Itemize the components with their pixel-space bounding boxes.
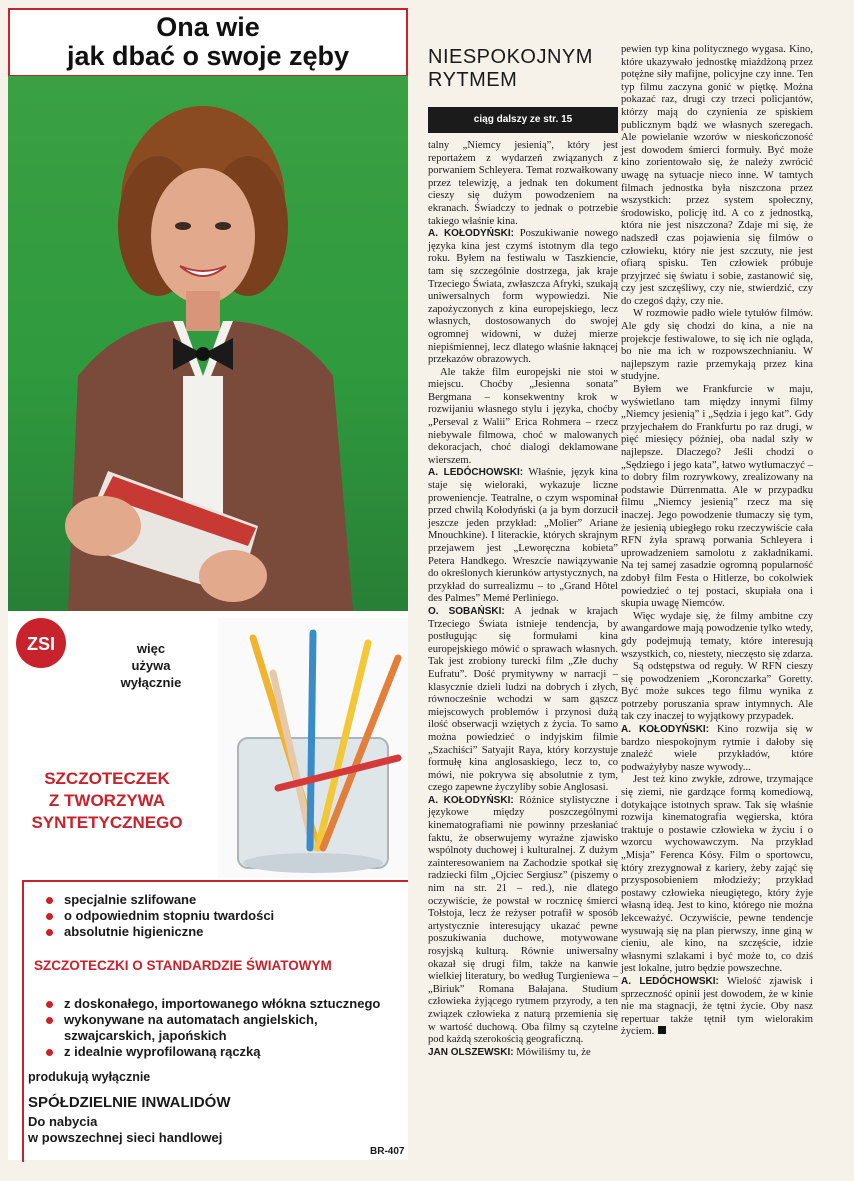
speaker: A. KOŁODYŃSKI: — [428, 794, 514, 806]
continued-banner: ciąg dalszy ze str. 15 — [428, 107, 618, 133]
lead-line-2: używa — [131, 658, 171, 673]
paragraph — [621, 661, 813, 724]
paragraph — [428, 228, 618, 367]
paragraph — [621, 308, 813, 384]
paragraph — [428, 606, 618, 795]
article-title-line2: RYTMEM — [428, 69, 518, 91]
paragraph-text: Więc wydaje się, że filmy ambitne czy awangardowe mają powodzenie tylko wtedy, gdy podejmują tematy, które interesują wszystkich, co, niestety, nieczęsto się zdarza. — [621, 610, 813, 660]
zsi-logo — [14, 616, 68, 670]
toothbrush-glass-photo — [218, 618, 408, 878]
article-title-line1: NIESPOKOJNYM — [428, 46, 593, 68]
feature-item: specjalnie szlifowane — [42, 892, 402, 908]
speaker: A. LEDÓCHOWSKI: — [621, 975, 719, 987]
paragraph-text: W rozmowie padło wiele tytułów filmów. Ale gdy się chodzi do kina, a nie na projekcje festiwalowe, to się ich nie ogląda, bo nie ma ich w rozpowszechnianiu. W najlepszym razie przemykają przez kina studyjne. — [621, 308, 813, 383]
paragraph — [621, 724, 813, 774]
lead-line-3: wyłącznie — [120, 675, 182, 690]
speaker: JAN OLSZEWSKI: — [428, 1046, 514, 1058]
paragraph — [621, 774, 813, 976]
paragraph-text: Właśnie, język kina staje się wieloraki, wykazuje liczne proweniencje. Teatralne, o czym wspominał przed chwilą Kołodyński (a ja bym dorzucił jeszcze jeden przykład: „Molier” Ariane Mnouchkine). I literackie, których skrajnym przejawem jest „Leworęczna kobieta” Petera Handkego. Wreszcie nawiązywanie do określonych kierunków artystycznych, na przykład do surrealizmu – to „Grand Hôtel des Palmes” Memé Perliniego. — [428, 467, 618, 605]
world-standard-heading: SZCZOTECZKI O STANDARDZIE ŚWIATOWYM — [34, 958, 332, 973]
speaker: A. KOŁODYŃSKI: — [621, 724, 710, 736]
feature-item: wykonywane na automatach angielskich, szwajcarskich, japońskich — [42, 1012, 402, 1044]
feature-item: z idealnie wyprofilowaną rączką — [42, 1044, 402, 1060]
paragraph-text: Różnice stylistyczne i językowe między poszczególnymi kinematografiami nie powinny przesłaniać faktu, że obserwujemy wyraźne zjawisko wspólnoty duchowej i kulturalnej. Z dużym zainteresowaniem na Zachodzie spotkał się radziecki film „Ojciec Sergiusz” (piszemy o nim na str. 21 – red.), nie dlatego oczywiście, że powstał w rocznicę śmierci Tołstoja, lecz że reżyser potrafił w sposób artystycznie interesujący ukazać pewne poszukiwania duchowe, motywowane rosyjską kulturą. Równie uniwersalny okazał się drugi film, także na kanwie wielkiej literatury, bo według Turgieniewa – „Biriuk” Romana Bałajana. Studium człowieka żyjącego rytmem przyrody, a ten związek człowieka z naturą przemienia się w wartość duchową. Oba filmy są czytelne pod każdą szerokością geograficzną. — [428, 794, 618, 1046]
paragraph-text: talny „Niemcy jesienią”, który jest reportażem z wydarzeń związanych z porwaniem Schleyera. Temat rozwałkowany przez telewizję, a jednak ten dokument cieszy się dużym powodzeniem na ekranach. Świadczy to jednak o potrzebie takiego właśnie kina. — [428, 140, 618, 227]
feature-item: o odpowiednim stopniu twardości — [42, 908, 402, 924]
logo-text: ZSI — [26, 634, 56, 654]
end-mark — [658, 1026, 666, 1034]
woman-illustration — [8, 76, 408, 611]
ad-lead-text — [108, 640, 194, 691]
paragraph — [621, 976, 813, 1039]
slogan-line-2: Z TWORZYWA — [48, 791, 166, 810]
speaker: A. LEDÓCHOWSKI: — [428, 467, 524, 479]
article-column-1 — [428, 140, 618, 1059]
feature-item: absolutnie higieniczne — [42, 924, 402, 940]
paragraph — [428, 467, 618, 606]
article-column-2 — [621, 44, 813, 1039]
toothbrush-advertisement — [8, 8, 408, 1160]
paragraph-text: Kino rozwija się w bardzo niespokojnym rytmie i dałoby się znaleźć wiele przykładów, które podważyłyby nasze wywody... — [621, 724, 813, 773]
produced-by-label: produkują wyłącznie — [28, 1070, 151, 1084]
cooperative-name: SPÓŁDZIELNIE INWALIDÓW — [28, 1094, 231, 1111]
slogan-line-3: SYNTETYCZNEGO — [31, 813, 183, 832]
feature-item: z doskonałego, importowanego włókna sztucznego — [42, 996, 402, 1012]
paragraph-text: A jednak w krajach Trzeciego Świata istnieje tendencja, by postługując się formułami kina europejskiego mówić o sprawach własnych. Tak jest zrobiony turecki film „Złe duchy Eufratu”. Dość prymitywny w narracji – klasycznie dzieli ludzi na dobrych i złych, równocześnie wchodzi w sam gąszcz miejscowych problemów i przynosi dużą ilość obserwacji wziętych z życia. To samo można powiedzieć o indyjskim filmie „Szachiści” Satyajit Raya, który korzystuje formułę kina anglosaskiego, lecz to, co mówi, nie pokrywa się absolutnie z tym, czego zapewne życzyliby sobie Anglosasi. — [428, 605, 618, 794]
paragraph — [428, 367, 618, 468]
ad-slogan — [22, 768, 192, 834]
slogan-line-1: SZCZOTECZEK — [44, 769, 170, 788]
paragraph — [621, 611, 813, 661]
paragraph-text: Wielość zjawisk i sprzeczność opinii jest dowodem, że w kinie nie ma stagnacji, że tętni życie. Oby nasz repertuar także tętnił tym wielorakim życiem. — [621, 975, 813, 1038]
paragraph-text: Ale także film europejski nie stoi w miejscu. Choćby „Jesienna sonata” Bergmana – konsekwentny krok w rozwijaniu własnego stylu i języka, choćby „Perseval z Walii” Erica Rohmera – rzecz niebywale filmowa, choć w malowanych dekoracjach, choć dialogi deklamowane wierszem. — [428, 366, 618, 466]
paragraph — [428, 795, 618, 1047]
paragraph — [428, 140, 618, 228]
ad-headline — [8, 8, 408, 77]
paragraph-text: Poszukiwanie nowego języka kina jest czymś istotnym dla tego roku. Byłem na festiwalu w Taszkiencie, tam się szczególnie dostrzega, jak kraje Trzeciego Świata, zwłaszcza Afryki, szukają uniwersalnych form wypowiedzi. Nie zapożyczonych z kina europejskiego, lecz własnych, dostosowanych do swojej ogromnej widowni, w dużej mierze niepiśmiennej, lecz dlatego właśnie łaknącej przekazów obrazowych. — [428, 228, 618, 366]
paragraph — [621, 384, 813, 611]
paragraph — [621, 44, 813, 308]
ad-headline-line1: Ona wie — [156, 12, 260, 42]
ad-code: BR-407 — [370, 1146, 405, 1157]
speaker: O. SOBAŃSKI: — [428, 605, 505, 617]
paragraph-text: Są odstępstwa od reguły. W RFN cieszy się powodzeniem „Koronczarka” Goretty. Być może sukces tego filmu wynika z potrzeby poruszania spraw intymnych. Ale tak czy inaczej to wyjątkowy przypadek. — [621, 661, 813, 723]
paragraph-text: pewien typ kina politycznego wygasa. Kino, które ukazywało jednostkę miażdżoną przez potężne siły mafijne, policyjne czy inne. Ten typ filmu zaczyna gonić w piętkę. Można pokazać raz, drugi czy trzeci policjantów, którzy mają do czynienia ze spiskiem publicznym bądź we własnych szeregach. Ale powielanie wzorów w nieskończoność jest dowodem śmierci formuły. Być może kino zorientowało się, że należy zwrócić uwagę na sytuacje nieco inne. W tamtych filmach jednostka była niszczona przez wszystkich: przez system społeczny, środowisko, policję itd. A co z jednostką, która nie jest niszczona? Zdaje mi się, że nadszedł czas pojawienia się filmów o człowieku, który nie jest szczuty, nie jest ofiarą spisku. Ten człowiek próbuje przyjrzeć się światu i sobie, zastanowić się, czy jest szczęśliwy, czy nie, stwierdzić, czy do czegoś dąży, czy nie. — [621, 44, 813, 307]
ad-headline-line2: jak dbać o swoje zęby — [66, 41, 350, 71]
feature-list — [42, 892, 402, 940]
ad-info-box — [22, 880, 408, 1162]
availability-text — [28, 1114, 222, 1146]
speaker: A. KOŁODYŃSKI: — [428, 228, 514, 240]
article-title — [428, 46, 618, 92]
toothbrushes-illustration — [218, 618, 408, 878]
woman-photo — [8, 76, 408, 611]
lead-line-1: więc — [136, 641, 166, 656]
paragraph-text: Byłem we Frankfurcie w maju, wyświetlano tam między innymi filmy „Niemcy jesienią” i „Sędzia i jego kat”. Gdy przyjechałem do Frankfurtu po raz drugi, w pięć miesięcy później, oba nadal szły w najlepsze. Dlaczego? Jeśli chodzi o „Sędziego i jego kata”, łatwo wytłumaczyć – to dobry film rozrywkowy, zrealizowany na podstawie Dürrenmatta. Ale w przypadku filmu „Niemcy jesienią” rzecz ma się inaczej. Jego powodzenie tłumaczy się tym, że jesienią ubiegłego roku rzeczywiście cała RFN żyła sprawą porwania Schleyera i uprowadzeniem samolotu z zakładnikami. Na tej samej zasadzie ogromną popularność zdobył film Festa o Hitlerze, bo cokolwiek powiedzieć o tej postaci, skupiała ona i skupia uwagę Niemców. — [621, 384, 813, 610]
paragraph-text: Jest też kino zwykłe, zdrowe, trzymające się ziemi, nie gardzące formą komediową, dotykające istotnych spraw. Tak się właśnie rozwija kinematografia węgierska, która traktuje o postawie człowieka w życiu i o wzorcu wychowawczym. Na przykład „Misja” Ferenca Kósy. Film o sportowcu, który zrezygnował z kariery, żeby zająć się przysposobieniem młodzieży; przykład postawy człowieka nieugiętego, który żyje własną ideą. Jest to kino, którego nie można lekceważyć. Oczywiście, pewne tendencje wysuwają się na plan pierwszy, inne giną w cieniu, ale kino, na szczęście, idzie własnymi szlakami i być może to, co dziś jest lokalne, jutro będzie powszechne. — [621, 774, 813, 975]
feature-list-2 — [42, 996, 402, 1060]
paragraph — [428, 1047, 618, 1060]
sale-line-2: w powszechnej sieci handlowej — [28, 1130, 223, 1145]
sale-line-1: Do nabycia — [28, 1114, 98, 1129]
paragraph-text: Mówiliśmy tu, że — [516, 1046, 591, 1058]
